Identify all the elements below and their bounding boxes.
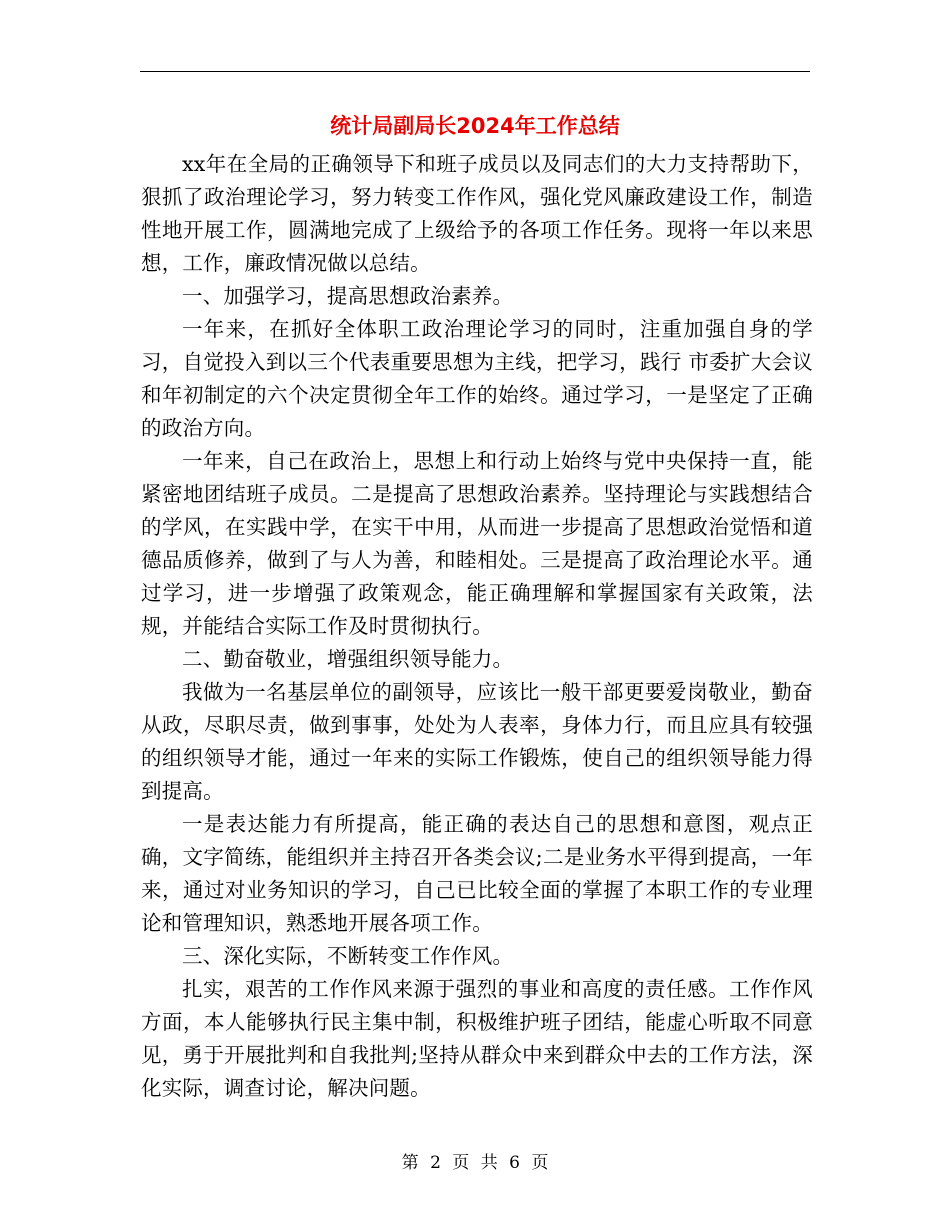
section-heading-3: 三、深化实际，不断转变工作作风。 (182, 944, 514, 968)
paragraph-study: 一年来，在抓好全体职工政治理论学习的同时，注重加强自身的学习，自觉投入到以三个代表重要思想为主线，把学习，践行 市委扩大会议和年初制定的六个决定贯彻全年工作的始终。通过学习，一是坚定了正确的政治方向。 (141, 317, 813, 440)
paragraph-leadership: 我做为一名基层单位的副领导，应该比一般干部更要爱岗敬业，勤奋从政，尽职尽责，做到事事，处处为人表率，身体力行，而且应具有较强的组织领导才能，通过一年来的实际工作锻炼，使自己的组织领导能力得到提高。 (141, 680, 813, 803)
document-title: 统计局副局长2024年工作总结 (330, 114, 620, 138)
document-body (141, 148, 813, 1105)
page-number-footer: 第 2 页 共 6 页 (401, 1153, 549, 1173)
header-rule (140, 71, 810, 72)
paragraph-work-style: 扎实，艰苦的工作作风来源于强烈的事业和高度的责任感。工作作风方面，本人能够执行民主集中制，积极维护班子团结，能虚心听取不同意见，勇于开展批判和自我批判;坚持从群众中来到群众中去的工作方法，深化实际，调查讨论，解决问题。 (141, 977, 813, 1100)
paragraph-abilities: 一是表达能力有所提高，能正确的表达自己的思想和意图，观点正确，文字简练，能组织并主持召开各类会议;二是业务水平得到提高，一年来，通过对业务知识的学习，自己已比较全面的掌握了本职工作的专业理论和管理知识，熟悉地开展各项工作。 (141, 812, 813, 935)
paragraph-political: 一年来，自己在政治上，思想上和行动上始终与党中央保持一直，能紧密地团结班子成员。二是提高了思想政治素养。坚持理论与实践想结合的学风，在实践中学，在实干中用，从而进一步提高了思想政治觉悟和道德品质修养，做到了与人为善，和睦相处。三是提高了政治理论水平。通过学习，进一步增强了政策观念，能正确理解和掌握国家有关政策，法规，并能结合实际工作及时贯彻执行。 (141, 449, 813, 638)
section-heading-1: 一、加强学习，提高思想政治素养。 (182, 284, 514, 308)
paragraph-intro: xx年在全局的正确领导下和班子成员以及同志们的大力支持帮助下，狠抓了政治理论学习，努力转变工作作风，强化党风廉政建设工作，制造性地开展工作，圆满地完成了上级给予的各项工作任务。现将一年以来思想，工作，廉政情况做以总结。 (141, 152, 813, 275)
section-heading-2: 二、勤奋敬业，增强组织领导能力。 (182, 647, 514, 671)
